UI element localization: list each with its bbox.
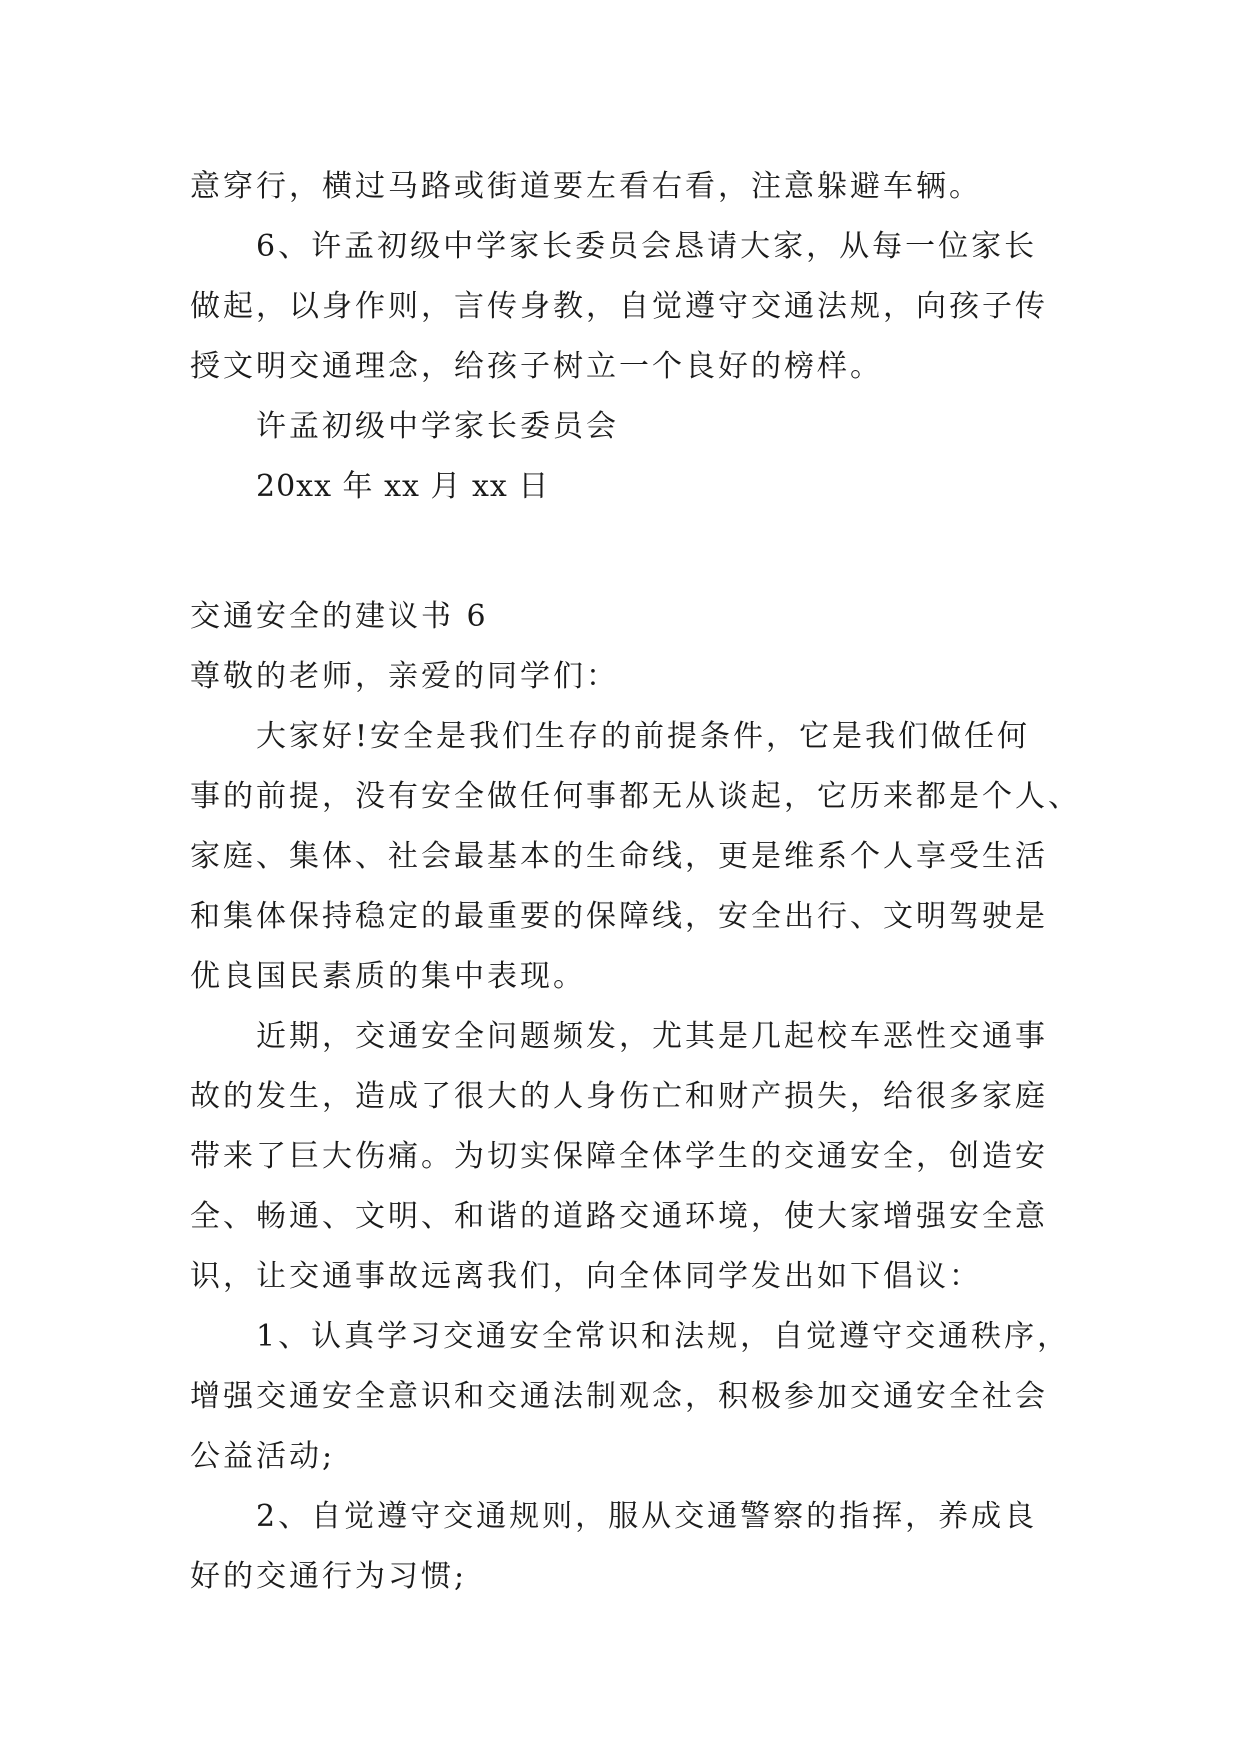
section-title: 交通安全的建议书 6 bbox=[190, 599, 489, 634]
text-line: 公益活动; bbox=[190, 1439, 336, 1474]
signature-org: 许孟初级中学家长委员会 bbox=[256, 409, 619, 444]
document-body bbox=[190, 157, 1081, 1607]
text-line: 做起，以身作则，言传身教，自觉遵守交通法规，向孩子传 bbox=[190, 289, 1048, 324]
paragraph-start: 近期，交通安全问题频发，尤其是几起校车恶性交通事 bbox=[256, 1019, 1048, 1054]
text-line: 识，让交通事故远离我们，向全体同学发出如下倡议： bbox=[190, 1259, 982, 1294]
paragraph-start: 大家好!安全是我们生存的前提条件，它是我们做任何 bbox=[256, 719, 1031, 754]
text-line: 授文明交通理念，给孩子树立一个良好的榜样。 bbox=[190, 349, 883, 384]
text-line: 优良国民素质的集中表现。 bbox=[190, 959, 586, 994]
salutation: 尊敬的老师，亲爱的同学们： bbox=[190, 659, 619, 694]
paragraph-item-6: 6、许孟初级中学家长委员会恳请大家，从每一位家长 bbox=[256, 229, 1038, 264]
text-line: 和集体保持稳定的最重要的保障线，安全出行、文明驾驶是 bbox=[190, 899, 1048, 934]
paragraph-item-2: 2、自觉遵守交通规则，服从交通警察的指挥，养成良 bbox=[256, 1499, 1038, 1534]
text-line: 家庭、集体、社会最基本的生命线，更是维系个人享受生活 bbox=[190, 839, 1048, 874]
text-line: 好的交通行为习惯; bbox=[190, 1559, 468, 1594]
text-line: 意穿行，横过马路或街道要左看右看，注意躲避车辆。 bbox=[190, 169, 982, 204]
section-spacer bbox=[190, 517, 1050, 587]
text-line: 全、畅通、文明、和谐的道路交通环境，使大家增强安全意 bbox=[190, 1199, 1048, 1234]
text-line: 增强交通安全意识和交通法制观念，积极参加交通安全社会 bbox=[190, 1379, 1048, 1414]
text-line: 故的发生，造成了很大的人身伤亡和财产损失，给很多家庭 bbox=[190, 1079, 1048, 1114]
paragraph-item-1: 1、认真学习交通安全常识和法规，自觉遵守交通秩序， bbox=[256, 1319, 1071, 1354]
text-line: 带来了巨大伤痛。为切实保障全体学生的交通安全，创造安 bbox=[190, 1139, 1048, 1174]
signature-date: 20xx 年 xx 月 xx 日 bbox=[256, 469, 550, 504]
text-line: 事的前提，没有安全做任何事都无从谈起，它历来都是个人、 bbox=[190, 779, 1081, 814]
